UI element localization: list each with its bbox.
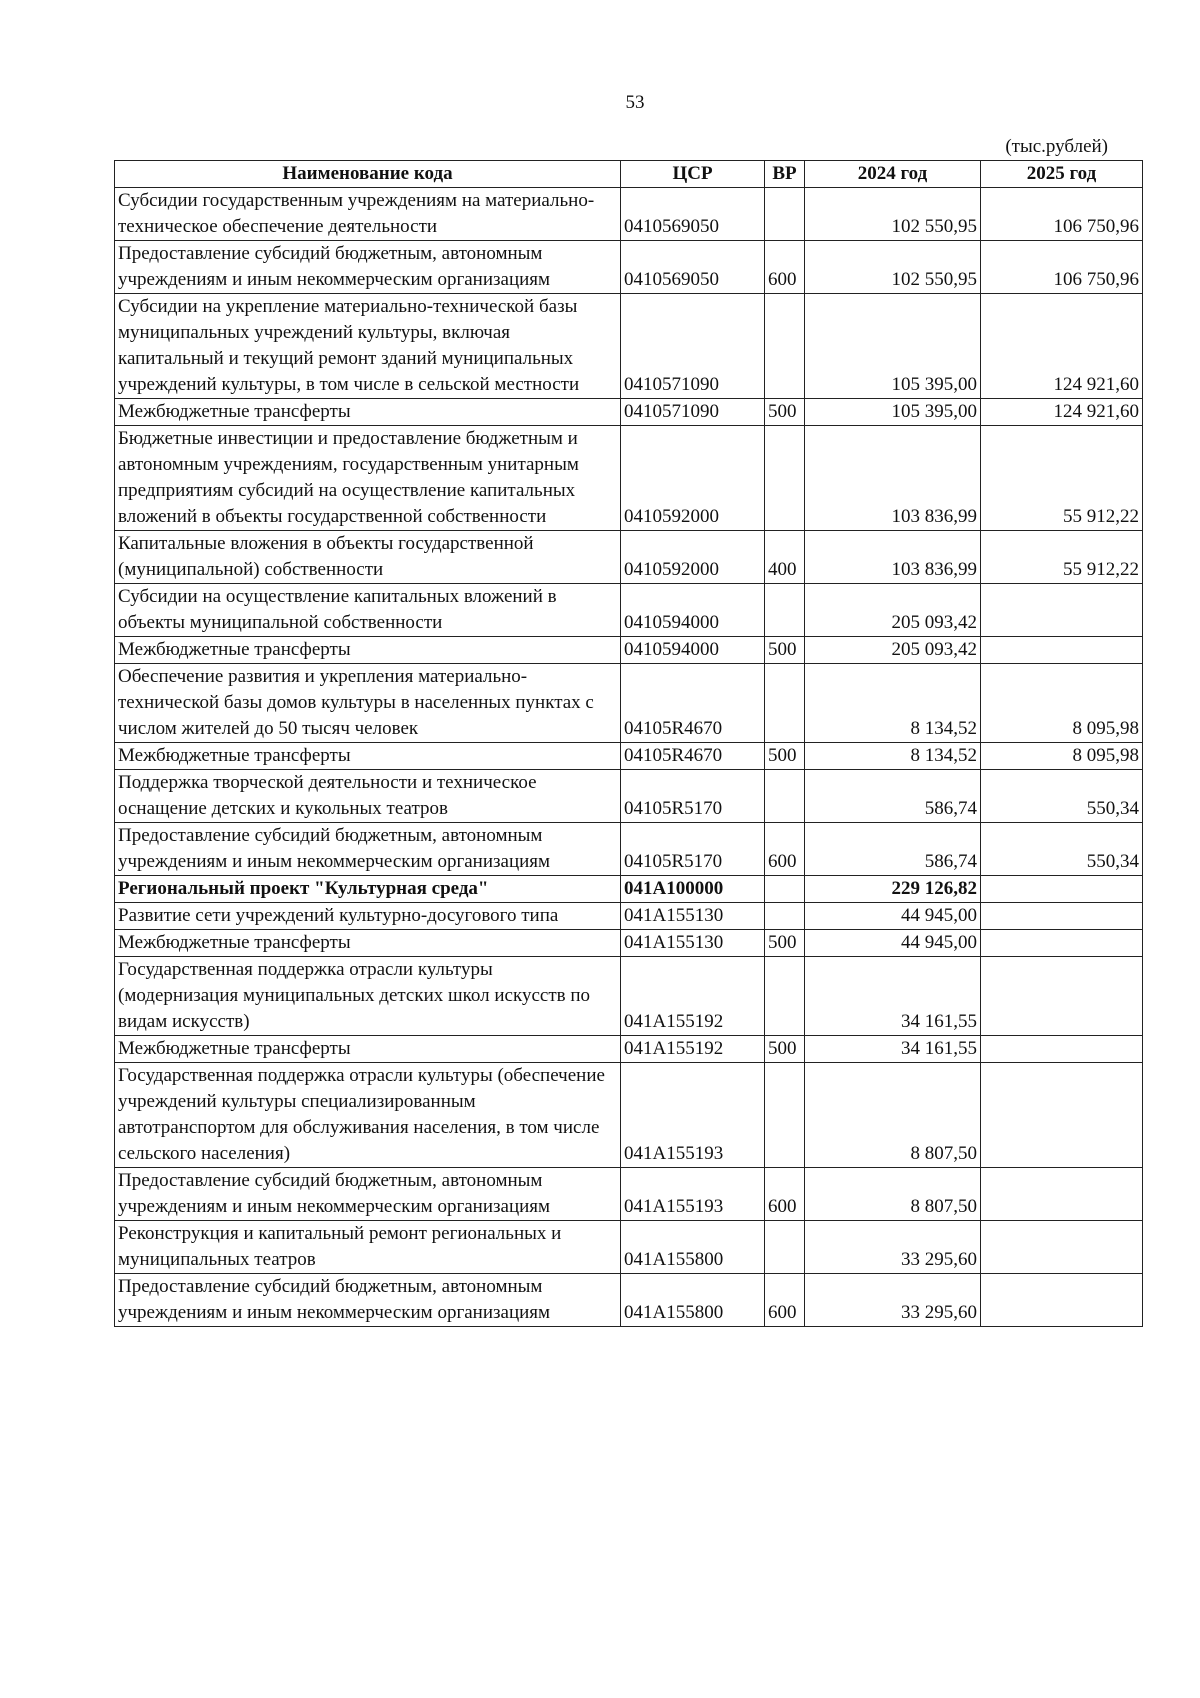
cell-y2025 xyxy=(981,1168,1143,1221)
table-row xyxy=(115,930,1143,957)
cell-y2024: 8 134,52 xyxy=(805,664,981,743)
table-row xyxy=(115,1221,1143,1274)
cell-vr: 500 xyxy=(765,399,805,426)
cell-vr xyxy=(765,294,805,399)
cell-csr: 0410594000 xyxy=(621,584,765,637)
cell-y2024: 8 807,50 xyxy=(805,1168,981,1221)
cell-y2024: 33 295,60 xyxy=(805,1221,981,1274)
cell-vr: 500 xyxy=(765,743,805,770)
cell-y2024: 105 395,00 xyxy=(805,399,981,426)
cell-y2024: 102 550,95 xyxy=(805,241,981,294)
cell-csr: 041A155192 xyxy=(621,957,765,1036)
units-label: (тыс.рублей) xyxy=(1005,136,1108,157)
cell-name: Капитальные вложения в объекты государственной (муниципальной) собственности xyxy=(115,531,621,584)
cell-csr: 04105R5170 xyxy=(621,770,765,823)
cell-vr xyxy=(765,903,805,930)
cell-y2025: 55 912,22 xyxy=(981,531,1143,584)
cell-csr: 0410594000 xyxy=(621,637,765,664)
cell-name: Межбюджетные трансферты xyxy=(115,743,621,770)
cell-csr: 041A155192 xyxy=(621,1036,765,1063)
cell-csr: 041A100000 xyxy=(621,876,765,903)
cell-csr: 0410592000 xyxy=(621,426,765,531)
cell-y2024: 103 836,99 xyxy=(805,531,981,584)
cell-y2025 xyxy=(981,637,1143,664)
cell-csr: 041A155130 xyxy=(621,903,765,930)
cell-vr: 400 xyxy=(765,531,805,584)
cell-csr: 041A155193 xyxy=(621,1168,765,1221)
cell-name: Субсидии на осуществление капитальных вложений в объекты муниципальной собственности xyxy=(115,584,621,637)
cell-name: Межбюджетные трансферты xyxy=(115,930,621,957)
cell-vr xyxy=(765,1221,805,1274)
table-row xyxy=(115,1036,1143,1063)
cell-y2025: 550,34 xyxy=(981,770,1143,823)
table-row xyxy=(115,1063,1143,1168)
cell-y2025: 124 921,60 xyxy=(981,294,1143,399)
table-row xyxy=(115,903,1143,930)
header-csr: ЦСР xyxy=(621,161,765,188)
table-row xyxy=(115,1168,1143,1221)
cell-y2024: 102 550,95 xyxy=(805,188,981,241)
cell-y2024: 229 126,82 xyxy=(805,876,981,903)
cell-vr: 500 xyxy=(765,1036,805,1063)
cell-y2025 xyxy=(981,957,1143,1036)
page-number: 53 xyxy=(625,92,645,113)
cell-name: Бюджетные инвестиции и предоставление бюджетным и автономным учреждениям, государственным унитарным предприятиям субсидий на осуществление капитальных вложений в объекты государственной собственности xyxy=(115,426,621,531)
cell-y2024: 103 836,99 xyxy=(805,426,981,531)
cell-y2025: 8 095,98 xyxy=(981,743,1143,770)
cell-y2025: 106 750,96 xyxy=(981,241,1143,294)
header-name: Наименование кода xyxy=(115,161,621,188)
cell-name: Межбюджетные трансферты xyxy=(115,637,621,664)
cell-y2025 xyxy=(981,584,1143,637)
cell-name: Предоставление субсидий бюджетным, автономным учреждениям и иным некоммерческим организациям xyxy=(115,241,621,294)
cell-y2024: 44 945,00 xyxy=(805,903,981,930)
cell-y2024: 105 395,00 xyxy=(805,294,981,399)
cell-csr: 0410592000 xyxy=(621,531,765,584)
cell-vr: 600 xyxy=(765,1168,805,1221)
cell-csr: 041A155193 xyxy=(621,1063,765,1168)
cell-y2025 xyxy=(981,876,1143,903)
table-header-row xyxy=(115,161,1143,188)
cell-y2024: 44 945,00 xyxy=(805,930,981,957)
table-row xyxy=(115,188,1143,241)
table-row xyxy=(115,876,1143,903)
table-row xyxy=(115,241,1143,294)
cell-vr: 600 xyxy=(765,241,805,294)
table-row xyxy=(115,294,1143,399)
table-row xyxy=(115,426,1143,531)
cell-y2025: 550,34 xyxy=(981,823,1143,876)
cell-y2025 xyxy=(981,903,1143,930)
cell-name: Государственная поддержка отрасли культуры (обеспечение учреждений культуры специализированным автотранспортом для обслуживания населения, в том числе сельского населения) xyxy=(115,1063,621,1168)
cell-y2024: 8 807,50 xyxy=(805,1063,981,1168)
cell-y2025: 106 750,96 xyxy=(981,188,1143,241)
cell-name: Предоставление субсидий бюджетным, автономным учреждениям и иным некоммерческим организациям xyxy=(115,823,621,876)
cell-name: Государственная поддержка отрасли культуры (модернизация муниципальных детских школ искусств по видам искусств) xyxy=(115,957,621,1036)
cell-vr xyxy=(765,876,805,903)
table-row xyxy=(115,770,1143,823)
cell-vr xyxy=(765,188,805,241)
cell-vr: 500 xyxy=(765,637,805,664)
table-row xyxy=(115,1274,1143,1327)
cell-name: Предоставление субсидий бюджетным, автономным учреждениям и иным некоммерческим организациям xyxy=(115,1274,621,1327)
header-vr: ВР xyxy=(765,161,805,188)
cell-y2025: 55 912,22 xyxy=(981,426,1143,531)
cell-csr: 0410571090 xyxy=(621,294,765,399)
cell-csr: 04105R4670 xyxy=(621,743,765,770)
cell-name: Субсидии государственным учреждениям на материально-техническое обеспечение деятельности xyxy=(115,188,621,241)
cell-y2025 xyxy=(981,1274,1143,1327)
cell-name: Субсидии на укрепление материально-технической базы муниципальных учреждений культуры, включая капитальный и текущий ремонт зданий муниципальных учреждений культуры, в том числе в сельской местности xyxy=(115,294,621,399)
table-row xyxy=(115,637,1143,664)
cell-vr xyxy=(765,584,805,637)
cell-name: Обеспечение развития и укрепления материально-технической базы домов культуры в населенных пунктах с числом жителей до 50 тысяч человек xyxy=(115,664,621,743)
budget-table xyxy=(114,160,1143,1327)
header-2025: 2025 год xyxy=(981,161,1143,188)
cell-y2024: 205 093,42 xyxy=(805,637,981,664)
cell-csr: 041A155800 xyxy=(621,1274,765,1327)
cell-y2025 xyxy=(981,1036,1143,1063)
table-row xyxy=(115,399,1143,426)
cell-y2025 xyxy=(981,1063,1143,1168)
cell-name: Поддержка творческой деятельности и техническое оснащение детских и кукольных театров xyxy=(115,770,621,823)
cell-vr: 600 xyxy=(765,1274,805,1327)
cell-y2025: 124 921,60 xyxy=(981,399,1143,426)
cell-vr xyxy=(765,770,805,823)
cell-name: Региональный проект "Культурная среда" xyxy=(115,876,621,903)
cell-name: Межбюджетные трансферты xyxy=(115,1036,621,1063)
table-row xyxy=(115,531,1143,584)
cell-y2024: 33 295,60 xyxy=(805,1274,981,1327)
table-row xyxy=(115,743,1143,770)
cell-y2024: 8 134,52 xyxy=(805,743,981,770)
cell-name: Развитие сети учреждений культурно-досугового типа xyxy=(115,903,621,930)
cell-y2025 xyxy=(981,930,1143,957)
cell-vr: 600 xyxy=(765,823,805,876)
cell-name: Межбюджетные трансферты xyxy=(115,399,621,426)
cell-y2024: 34 161,55 xyxy=(805,957,981,1036)
cell-y2025: 8 095,98 xyxy=(981,664,1143,743)
cell-vr xyxy=(765,1063,805,1168)
table-row xyxy=(115,664,1143,743)
cell-y2024: 586,74 xyxy=(805,823,981,876)
cell-name: Реконструкция и капитальный ремонт региональных и муниципальных театров xyxy=(115,1221,621,1274)
table-row xyxy=(115,584,1143,637)
header-2024: 2024 год xyxy=(805,161,981,188)
table-row xyxy=(115,957,1143,1036)
cell-vr xyxy=(765,957,805,1036)
cell-vr xyxy=(765,426,805,531)
cell-csr: 041A155800 xyxy=(621,1221,765,1274)
cell-csr: 0410569050 xyxy=(621,188,765,241)
cell-csr: 0410571090 xyxy=(621,399,765,426)
table-body xyxy=(115,188,1143,1327)
cell-vr xyxy=(765,664,805,743)
cell-csr: 04105R4670 xyxy=(621,664,765,743)
cell-y2024: 34 161,55 xyxy=(805,1036,981,1063)
table-row xyxy=(115,823,1143,876)
cell-csr: 04105R5170 xyxy=(621,823,765,876)
cell-y2024: 205 093,42 xyxy=(805,584,981,637)
cell-csr: 041A155130 xyxy=(621,930,765,957)
cell-vr: 500 xyxy=(765,930,805,957)
cell-y2025 xyxy=(981,1221,1143,1274)
cell-csr: 0410569050 xyxy=(621,241,765,294)
cell-y2024: 586,74 xyxy=(805,770,981,823)
cell-name: Предоставление субсидий бюджетным, автономным учреждениям и иным некоммерческим организациям xyxy=(115,1168,621,1221)
